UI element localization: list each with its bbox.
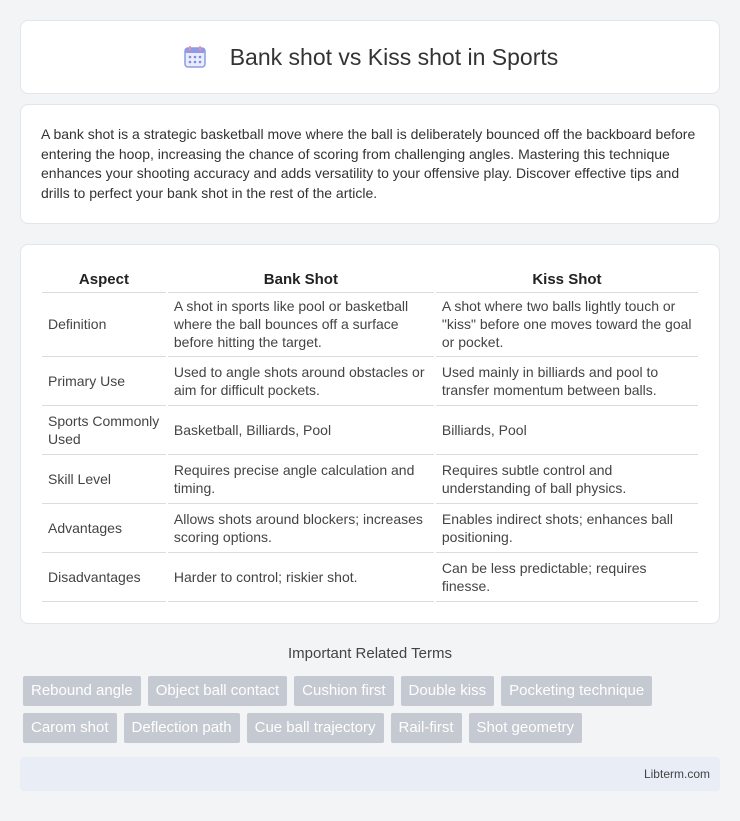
tag-pocketing-technique[interactable]: Pocketing technique bbox=[501, 676, 652, 706]
tag-rail-first[interactable]: Rail-first bbox=[391, 713, 462, 743]
row-aspect: Primary Use bbox=[42, 356, 167, 405]
header-kiss-shot: Kiss Shot bbox=[435, 265, 698, 292]
tag-object-ball-contact[interactable]: Object ball contact bbox=[148, 676, 287, 706]
intro-paragraph: A bank shot is a strategic basketball move where the ball is deliberately bounced off the backboard before entering the hoop, increasing the chance of scoring from challenging angles. Mastering this technique enhances your shooting accuracy and adds versatility to your offensive play. Discover effective tips and drills to perfect your bank shot in the rest of the article. bbox=[41, 126, 696, 201]
header-bank-shot: Bank Shot bbox=[167, 265, 435, 292]
row-bank-shot: Harder to control; riskier shot. bbox=[167, 552, 435, 601]
page-title: Bank shot vs Kiss shot in Sports bbox=[229, 43, 559, 70]
calendar-grid-icon bbox=[182, 44, 208, 70]
footer bbox=[20, 757, 720, 791]
row-aspect: Skill Level bbox=[42, 454, 167, 503]
tag-shot-geometry[interactable]: Shot geometry bbox=[469, 713, 583, 743]
header-aspect: Aspect bbox=[42, 265, 167, 292]
row-aspect: Advantages bbox=[42, 503, 167, 552]
row-bank-shot: Basketball, Billiards, Pool bbox=[167, 405, 435, 454]
tag-double-kiss[interactable]: Double kiss bbox=[401, 676, 495, 706]
intro-card bbox=[20, 104, 720, 224]
row-bank-shot: A shot in sports like pool or basketball where the ball bounces off a surface before hitting the target. bbox=[167, 292, 435, 356]
row-kiss-shot: Used mainly in billiards and pool to transfer momentum between balls. bbox=[435, 356, 698, 405]
table-row bbox=[42, 356, 698, 405]
tag-carom-shot[interactable]: Carom shot bbox=[23, 713, 117, 743]
row-aspect: Sports Commonly Used bbox=[42, 405, 167, 454]
tag-cue-ball-trajectory[interactable]: Cue ball trajectory bbox=[247, 713, 384, 743]
table-row bbox=[42, 503, 698, 552]
footer-brand-link[interactable]: Libterm.com bbox=[643, 767, 710, 781]
table-header-row bbox=[42, 265, 698, 292]
row-bank-shot: Allows shots around blockers; increases scoring options. bbox=[167, 503, 435, 552]
related-terms-title: Important Related Terms bbox=[288, 645, 452, 662]
row-kiss-shot: A shot where two balls lightly touch or "kiss" before one moves toward the goal or pocket. bbox=[435, 292, 698, 356]
row-kiss-shot: Enables indirect shots; enhances ball positioning. bbox=[435, 503, 698, 552]
table-row bbox=[42, 405, 698, 454]
header-card bbox=[20, 20, 720, 94]
tag-deflection-path[interactable]: Deflection path bbox=[124, 713, 240, 743]
row-bank-shot: Requires precise angle calculation and timing. bbox=[167, 454, 435, 503]
comparison-table bbox=[42, 265, 698, 602]
row-kiss-shot: Can be less predictable; requires finesse. bbox=[435, 552, 698, 601]
comparison-table-card bbox=[20, 244, 720, 624]
related-terms-tags bbox=[23, 676, 723, 743]
row-kiss-shot: Billiards, Pool bbox=[435, 405, 698, 454]
row-aspect: Disadvantages bbox=[42, 552, 167, 601]
table-row bbox=[42, 292, 698, 356]
row-bank-shot: Used to angle shots around obstacles or aim for difficult pockets. bbox=[167, 356, 435, 405]
row-kiss-shot: Requires subtle control and understanding of ball physics. bbox=[435, 454, 698, 503]
row-aspect: Definition bbox=[42, 292, 167, 356]
table-row bbox=[42, 454, 698, 503]
tag-rebound-angle[interactable]: Rebound angle bbox=[23, 676, 141, 706]
table-row bbox=[42, 552, 698, 601]
tag-cushion-first[interactable]: Cushion first bbox=[294, 676, 393, 706]
